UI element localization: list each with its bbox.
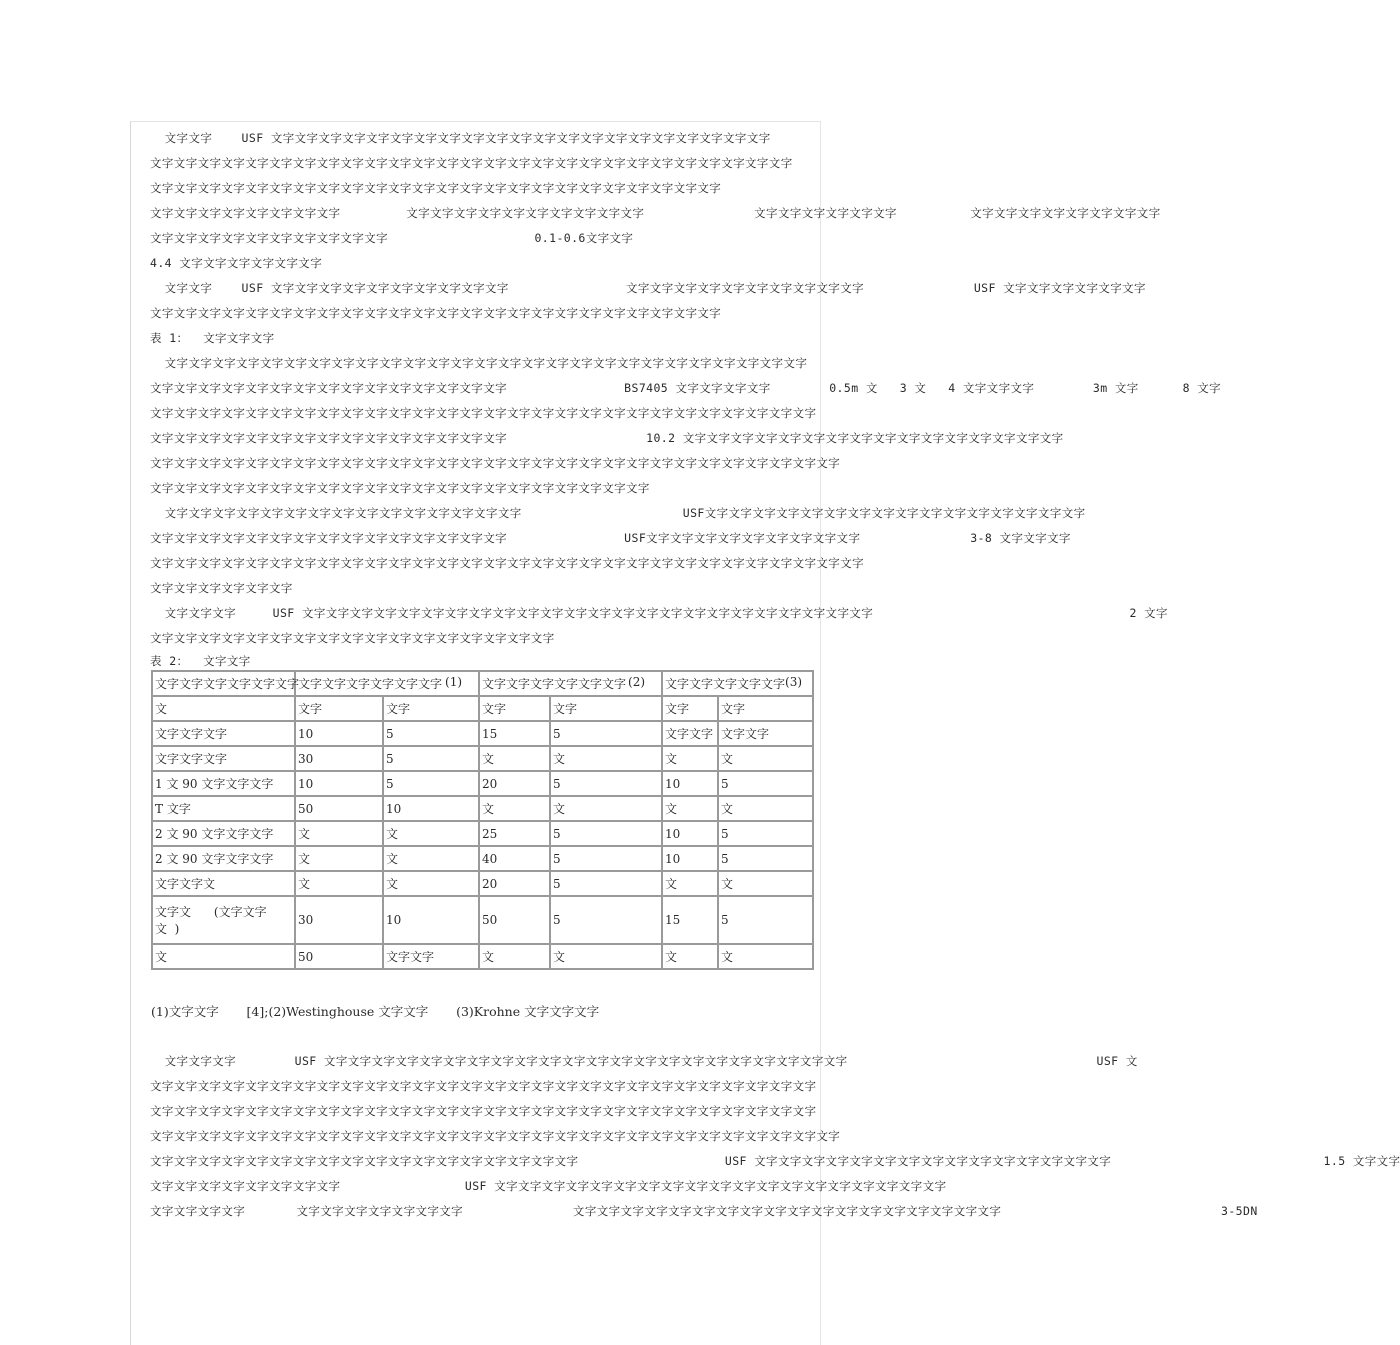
table-cell: 10 bbox=[662, 821, 718, 846]
table-row bbox=[152, 846, 813, 871]
table-cell: 40 bbox=[479, 846, 550, 871]
text-line: 文字文字文字文字文字文字文字文字文字文字文字文字文字文字文字文字文字文字文字文字文字文字文字文字文字文字文字文字文字文字 bbox=[150, 556, 864, 570]
table-header-row bbox=[152, 671, 813, 696]
table-header-cell: 文字文字文字文字文字文字 (2) bbox=[479, 671, 662, 696]
table-cell: 文 bbox=[550, 796, 662, 821]
table-cell: T 文字 bbox=[152, 796, 295, 821]
table-cell: 2 文 90 文字文字文字 bbox=[152, 821, 295, 846]
table-cell: 文 bbox=[662, 746, 718, 771]
table-cell: 文字 bbox=[479, 696, 550, 721]
text-line: 文字文字 USF 文字文字文字文字文字文字文字文字文字文字 文字文字文字文字文字文字文字文字文字文字 USF 文字文字文字文字文字文字 bbox=[150, 281, 1146, 295]
text-line: 文字文字文字文字文字文字文字文字文字文字文字文字文字文字文字文字文字文字文字文字文字文字文字文字文字文字文字文字文字 bbox=[150, 456, 841, 470]
table-cell: 10 bbox=[383, 896, 479, 944]
table-cell: 文 bbox=[718, 796, 813, 821]
text-line: 文字文字文字文字文字文字文字文字文字文字文字文字文字文字文字 USF文字文字文字文字文字文字文字文字文字文字文字文字文字文字文字文字 bbox=[150, 506, 1086, 520]
table-cell: 10 bbox=[383, 796, 479, 821]
text-line: 文字文字文字文字文字文字文字文字文字文字文字文字文字文字文字文字文字文字文字文字文字文字文字文字文字文字文字 bbox=[150, 156, 793, 170]
table-header-cell: 文字文字文字文字文字文字 (1) bbox=[295, 671, 479, 696]
table-cell: 文字文字文字 bbox=[152, 746, 295, 771]
table-subheader-row bbox=[152, 696, 813, 721]
table-cell: 20 bbox=[479, 771, 550, 796]
table-cell: 50 bbox=[479, 896, 550, 944]
table-cell: 5 bbox=[383, 746, 479, 771]
table-cell: 5 bbox=[550, 896, 662, 944]
table-cell: 文字 bbox=[295, 696, 383, 721]
text-line: 文字文字文字文字文字文字文字文字文字文字文字文字文字文字文字文字文字文字文字文字文字文字文字文字文字文字文字文字 bbox=[150, 406, 817, 420]
table-cell: 5 bbox=[718, 896, 813, 944]
text-line: 表 2： 文字文字 bbox=[150, 654, 251, 668]
table-cell: 文 bbox=[152, 944, 295, 969]
table-cell: 文字文字 bbox=[383, 944, 479, 969]
table-cell: 文 bbox=[662, 796, 718, 821]
text-line: 文字文字文字文字文字文字文字文字文字文字文字文字文字文字文字文字文字文字文字文字文字文字文字文字 bbox=[150, 181, 722, 195]
table-header-cell: 文字文字文字文字文字文字 bbox=[152, 671, 295, 696]
table-cell: 文字 bbox=[662, 696, 718, 721]
table-footnote: (1)文字文字 [4];(2)Westinghouse 文字文字 (3)Krohne 文字文字文字 bbox=[151, 1004, 600, 1019]
text-line: 文字文字文字 USF 文字文字文字文字文字文字文字文字文字文字文字文字文字文字文字文字文字文字文字文字文字文字 USF 文 bbox=[150, 1054, 1138, 1068]
table-cell: 文 bbox=[662, 871, 718, 896]
table-row bbox=[152, 944, 813, 969]
table-cell: 文 bbox=[383, 846, 479, 871]
table-cell: 文 bbox=[718, 871, 813, 896]
table-cell: 文字 bbox=[718, 696, 813, 721]
table-cell: 5 bbox=[383, 771, 479, 796]
table-cell: 10 bbox=[295, 721, 383, 746]
table-cell: 文 bbox=[479, 796, 550, 821]
table-cell: 5 bbox=[550, 771, 662, 796]
text-line: 文字文字文字文字文字文字 bbox=[150, 581, 293, 595]
text-line: 4.4 文字文字文字文字文字文字 bbox=[150, 256, 323, 270]
table-cell: 10 bbox=[295, 771, 383, 796]
table-cell: 15 bbox=[662, 896, 718, 944]
table-cell: 50 bbox=[295, 796, 383, 821]
text-line: 文字文字文字文字文字文字文字文字 USF 文字文字文字文字文字文字文字文字文字文字文字文字文字文字文字文字文字文字文字 bbox=[150, 1179, 947, 1193]
table-row bbox=[152, 746, 813, 771]
text-line: 文字文字文字文字文字文字文字文字文字文字文字文字文字文字文字文字文字文字文字文字文字文字文字文字文字文字文字文字 bbox=[150, 1104, 817, 1118]
table-cell: 15 bbox=[479, 721, 550, 746]
table-cell: 文 bbox=[662, 944, 718, 969]
table-row bbox=[152, 796, 813, 821]
table-cell: 文字文字 bbox=[718, 721, 813, 746]
text-line: 文字文字文字文字 文字文字文字文字文字文字文字 文字文字文字文字文字文字文字文字文字文字文字文字文字文字文字文字文字文字 3-5DN bbox=[150, 1204, 1258, 1218]
table-row bbox=[152, 771, 813, 796]
text-line: 文字文字文字文字文字文字文字文字文字文字文字文字文字文字文字文字文字文字文字文字文字文字文字文字 bbox=[150, 306, 722, 320]
table-cell: 5 bbox=[718, 771, 813, 796]
table-cell: 文 bbox=[718, 944, 813, 969]
table-cell: 文 bbox=[383, 821, 479, 846]
table-cell: 5 bbox=[718, 846, 813, 871]
table-cell: 文 bbox=[152, 696, 295, 721]
table-cell: 10 bbox=[662, 771, 718, 796]
table-cell: 文 bbox=[295, 821, 383, 846]
table-cell: 25 bbox=[479, 821, 550, 846]
text-line: 文字文字文字文字文字文字文字文字文字文字文字文字文字文字文字文字文字文字文字文字文字文字文字文字文字文字文字 bbox=[150, 356, 808, 370]
text-line: 文字文字文字文字文字文字文字文字文字文字文字文字文字文字文字 10.2 文字文字文字文字文字文字文字文字文字文字文字文字文字文字文字文字 bbox=[150, 431, 1064, 445]
table-cell: 文 bbox=[383, 871, 479, 896]
table-cell: 文 bbox=[295, 846, 383, 871]
table-cell: 5 bbox=[383, 721, 479, 746]
table-row bbox=[152, 721, 813, 746]
table-cell: 20 bbox=[479, 871, 550, 896]
text-line: 文字文字文字文字文字文字文字文字文字文字 0.1-0.6文字文字 bbox=[150, 231, 634, 245]
table-cell: 30 bbox=[295, 896, 383, 944]
text-line: 文字文字 USF 文字文字文字文字文字文字文字文字文字文字文字文字文字文字文字文字文字文字文字文字文字 bbox=[150, 131, 771, 145]
table-cell: 文 bbox=[479, 746, 550, 771]
text-line: 文字文字文字 USF 文字文字文字文字文字文字文字文字文字文字文字文字文字文字文字文字文字文字文字文字文字文字文字文字 2 文字 bbox=[150, 606, 1168, 620]
text-line: 文字文字文字文字文字文字文字文字文字文字文字文字文字文字文字文字文字 bbox=[150, 631, 555, 645]
table-cell: 文 bbox=[718, 746, 813, 771]
text-line: 文字文字文字文字文字文字文字文字文字文字文字文字文字文字文字 USF文字文字文字文字文字文字文字文字文字 3-8 文字文字文字 bbox=[150, 531, 1071, 545]
table-cell: 2 文 90 文字文字文字 bbox=[152, 846, 295, 871]
text-line: 文字文字文字文字文字文字文字文字文字文字文字文字文字文字文字文字文字文字文字文字文字文字文字文字文字文字文字文字文字 bbox=[150, 1129, 841, 1143]
table-cell: 5 bbox=[550, 821, 662, 846]
table-cell: 文 bbox=[550, 746, 662, 771]
text-line: 文字文字文字文字文字文字文字文字文字文字文字文字文字文字文字 BS7405 文字文字文字文字 0.5m 文 3 文 4 文字文字文字 3m 文字 8 文字 bbox=[150, 381, 1222, 395]
table-cell: 文字 bbox=[550, 696, 662, 721]
table-cell: 10 bbox=[662, 846, 718, 871]
data-table bbox=[151, 670, 814, 970]
text-line: 文字文字文字文字文字文字文字文字文字文字文字文字文字文字文字文字文字文字 USF 文字文字文字文字文字文字文字文字文字文字文字文字文字文字文字 1.5 文字文字 bbox=[150, 1154, 1400, 1168]
table-cell: 5 bbox=[550, 846, 662, 871]
table-cell: 文 bbox=[550, 944, 662, 969]
table-cell: 文 bbox=[295, 871, 383, 896]
table-header-cell: 文字文字文字文字文字 (3) bbox=[662, 671, 813, 696]
table-row bbox=[152, 871, 813, 896]
table-cell: 文字文 (文字文字 文 ) bbox=[152, 896, 295, 944]
text-line: 表 1： 文字文字文字 bbox=[150, 331, 275, 345]
table-cell: 50 bbox=[295, 944, 383, 969]
table-cell: 5 bbox=[550, 721, 662, 746]
table-cell: 文字文字 bbox=[662, 721, 718, 746]
table-cell: 文字文字文字 bbox=[152, 721, 295, 746]
table-cell: 文字文字文 bbox=[152, 871, 295, 896]
table-row bbox=[152, 821, 813, 846]
table-cell: 文字 bbox=[383, 696, 479, 721]
table-cell: 5 bbox=[718, 821, 813, 846]
table-cell: 1 文 90 文字文字文字 bbox=[152, 771, 295, 796]
text-line: 文字文字文字文字文字文字文字文字 文字文字文字文字文字文字文字文字文字文字 文字文字文字文字文字文字 文字文字文字文字文字文字文字文字 bbox=[150, 206, 1161, 220]
table-cell: 文 bbox=[479, 944, 550, 969]
text-line: 文字文字文字文字文字文字文字文字文字文字文字文字文字文字文字文字文字文字文字文字文字文字文字文字文字文字文字文字 bbox=[150, 1079, 817, 1093]
table-cell: 30 bbox=[295, 746, 383, 771]
text-line: 文字文字文字文字文字文字文字文字文字文字文字文字文字文字文字文字文字文字文字文字文字 bbox=[150, 481, 650, 495]
table-row bbox=[152, 896, 813, 944]
table-cell: 5 bbox=[550, 871, 662, 896]
